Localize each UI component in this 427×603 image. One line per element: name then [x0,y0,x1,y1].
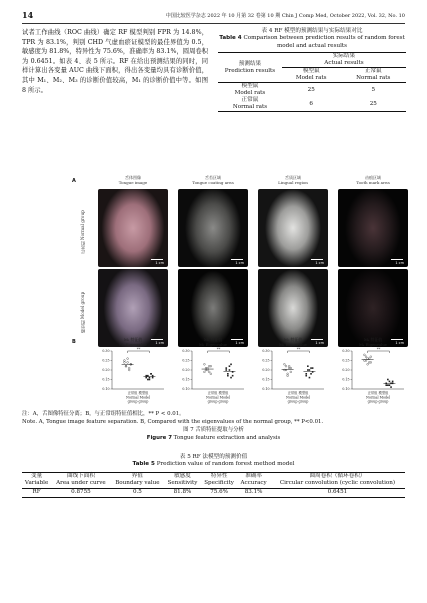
photo-normal-lingual: 1 cm [258,189,328,267]
data-point [288,365,290,367]
table4-row-normal-cn: 正常鼠 [241,97,259,104]
page-number: 14 [22,10,34,20]
running-header [22,10,405,22]
data-point [310,367,312,369]
photo-normal-coating: 1 cm [178,189,248,267]
x-axis-label: Normal Model [285,395,311,400]
y-tick-label: 0.10 [102,387,110,392]
data-point [390,386,392,388]
plot-title-cn: M₃ 特征值 [283,337,303,342]
table4-cell: 25 [369,100,377,107]
data-point [124,360,126,362]
significance-mark: ** [136,347,141,352]
data-point [370,356,372,358]
significance-mark: ** [376,347,381,352]
photo-model-lingual: 1 cm [258,269,328,347]
table5-cell: 0.6451 [327,489,348,496]
table4-col-normal-cn: 正常鼠 [364,68,382,75]
significance-mark: ** [296,347,301,352]
x-axis-label: 正常组 模型组 [207,391,229,395]
figure7-title-cn: 图 7 舌质特征提取与分析 [183,427,244,433]
y-tick-label: 0.25 [182,358,190,363]
plot-title-cn: M₄ 特征值 [363,337,383,342]
plot-title-en: M₃ Eigenvalue [278,342,308,347]
data-point [309,369,311,371]
data-point [127,358,129,360]
table-row [22,488,405,497]
data-point [204,363,206,365]
data-point [387,379,389,381]
y-tick-label: 0.25 [102,358,110,363]
table4-actual-en: Actual results [324,60,364,67]
figure7-note-en: Note. A, Tongue image feature separation. B, Compared with the eigenvalues of the normal group, ** P<0.01. [22,419,324,425]
table5-title-cn: 表 5 RF 法模型的预测价值 [179,454,248,460]
data-point [229,369,231,371]
y-tick-label: 0.30 [182,349,190,354]
photo-model-tooth-mark: 1 cm [338,269,408,347]
table4-corner-en: Prediction results [224,67,276,74]
header-rule [22,23,405,24]
data-point [285,365,287,367]
data-point [230,377,232,379]
data-point [387,384,389,386]
x-axis-label: 正常组 模型组 [367,391,389,395]
table5-header: 圆周卷积（循环卷积） Circular convolution (cyclic convolution) [270,472,405,488]
x-axis-label: group group [367,399,389,404]
table4-cell: 25 [307,86,315,93]
table4-cell: 5 [371,86,376,93]
photo-normal-tongue: 1 cm [98,189,168,267]
col-header-tongue-image: 舌体图像 Tongue image [118,175,148,185]
data-point [309,377,311,379]
data-point [149,379,151,381]
y-tick-label: 0.25 [262,358,270,363]
table5-label: Table 5 [132,461,155,468]
table4-title-cn: 表 4 RF 模型的预测结果与实际结果对比 [261,28,363,34]
data-point [149,377,151,379]
plot-title-en: M₂ Eigenvalue [198,342,228,347]
y-tick-label: 0.20 [182,368,190,373]
table5-header: 变量 Variable [22,472,51,488]
table4-col-model-en: Model rats [295,75,327,82]
panel-b-label: B [72,339,76,345]
table4-row-model-en: Model rats [234,90,266,97]
table4-title-en-text: Comparison between prediction results of random forest model and actual results [243,35,405,49]
data-point [225,369,227,371]
x-axis-label: Normal Model [365,395,391,400]
x-axis-label: group group [287,399,309,404]
data-point [389,381,391,383]
table5-cell: 0.8755 [71,489,91,496]
y-tick-label: 0.25 [342,358,350,363]
data-point [147,379,149,381]
plot-title-cn: M₂ 特征值 [203,337,223,342]
table5-header: 敏感度 Sensitivity [164,472,201,488]
scatter-plots [70,337,410,407]
data-point [364,354,366,356]
data-point [125,365,127,367]
figure7-note-cn: 注：A，舌图像特征分离；B，与正常组特征值相比，** P < 0.01。 [22,411,185,417]
data-point [392,381,394,383]
data-point [229,365,231,367]
data-point [128,367,130,369]
data-point [290,371,292,373]
figure7-label: Figure 7 [146,435,172,441]
data-point [385,384,387,386]
data-point [124,362,126,364]
x-axis-label: 正常组 模型组 [287,391,309,395]
scatter-panel [182,337,244,404]
y-tick-label: 0.10 [262,387,270,392]
data-point [127,362,129,364]
x-axis-label: group group [207,399,229,404]
data-point [210,373,212,375]
data-point [150,373,152,375]
data-point [310,373,312,375]
table5-header: 特异性 Specificity [201,472,238,488]
y-tick-label: 0.15 [182,377,190,382]
table-4 [218,28,406,112]
y-tick-label: 0.10 [342,387,350,392]
table-5 [22,454,405,498]
plot-title-en: M₁ Eigenvalue [118,342,148,347]
data-point [365,356,367,358]
table5-cell: RF [32,489,41,496]
body-paragraph: 试者工作曲线（ROC 曲线）确定 RF 模型判别 FPR 为 14.8%，TPR 为 83.1%，判别 CHD 气虚血瘀证模型的最佳界值为 0.5，敏感度为 81.8%，特异性为 75.6%，准确率为 83.1%，圆周卷积为 0.6451。如表 4、表 5 所示。RF 在给出预测结果的同时，同样计算出各变量 AUC 曲线下面积，得出各变量均具有诊断价值，其中 M₁、M₂、M₃ 的诊断价值较高，M₁ 的诊断价值中等。如图 8 所示。 [22,29,208,94]
data-point [147,375,149,377]
data-point [230,364,232,366]
y-tick-label: 0.30 [102,349,110,354]
data-point [128,369,130,371]
y-tick-label: 0.15 [262,377,270,382]
table4-row-model-cn: 模型鼠 [241,83,259,90]
figure7-title-en-text: Tongue feature extraction and analysis [173,435,281,441]
table5-title-en [22,461,405,468]
data-point [152,377,154,379]
data-point [307,369,309,371]
data-point [284,363,286,365]
photo-row-model [98,269,410,347]
data-point [389,384,391,386]
col-header-tooth-mark: 齿痕区域 Tooth mark area [356,175,390,185]
y-tick-label: 0.10 [182,387,190,392]
y-tick-label: 0.20 [102,368,110,373]
plot-title-cn: M₁ 特征值 [123,337,143,342]
journal-title: 中国比较医学杂志 2022 年 10 月第 32 卷第 10 期 Chin J Comp Med, October 2022, Vol. 32, No. 10 [165,13,405,19]
table4-col-normal-en: Normal rats [356,75,391,82]
table4-row-normal-en: Normal rats [232,104,268,111]
table4-actual-cn: 实际结果 [332,53,356,60]
scatter-panel [342,337,404,404]
data-point [307,365,309,367]
data-point [305,373,307,375]
data-point [312,367,314,369]
table5-cell: 75.6% [210,489,228,496]
y-tick-label: 0.20 [262,368,270,373]
row-label-model: 模型组 Model group [80,291,85,333]
table4-cell: 6 [309,100,313,107]
table5-cell: 0.5 [132,489,142,496]
row-label-normal: 正常组 Normal group [80,210,85,254]
data-point [145,375,147,377]
data-point [152,375,154,377]
y-tick-label: 0.15 [102,377,110,382]
plot-title-en: M₄ Eigenvalue [358,342,388,347]
figure7-caption [22,410,405,442]
photo-model-tongue: 1 cm [98,269,168,347]
table5-header: 界值 Boundary value [111,472,165,488]
table4-corner-cn: 预测结果 [238,60,262,67]
x-axis-label: Normal Model [125,395,151,400]
data-point [227,373,229,375]
x-axis-label: Normal Model [205,395,231,400]
photo-model-coating: 1 cm [178,269,248,347]
data-point [305,375,307,377]
data-point [145,377,147,379]
y-tick-label: 0.15 [342,377,350,382]
table5-cell: 81.8% [173,489,192,496]
scatter-panel [102,337,164,404]
y-tick-label: 0.30 [262,349,270,354]
x-axis-label: group group [127,399,149,404]
data-point [287,375,289,377]
data-point [225,367,227,369]
table4-title-en [218,35,406,50]
figure-7 [70,175,410,408]
data-point [287,373,289,375]
data-point [208,371,210,373]
y-tick-label: 0.30 [342,349,350,354]
panel-a-label: A [72,178,76,184]
figure7-title-en [22,434,405,442]
y-tick-label: 0.20 [342,368,350,373]
data-point [367,363,369,365]
table5-cell: 83.1% [244,489,263,496]
scatter-panel [262,337,324,404]
data-point [204,371,206,373]
significance-mark: ** [216,347,221,352]
table5-title-en-text: Prediction value of random forest method model [156,461,295,468]
x-axis-label: 正常组 模型组 [127,391,149,395]
table4-col-model-cn: 模型鼠 [302,68,320,75]
col-header-coating: 舌苔区域 Tongue coating area [192,175,234,185]
col-header-lingual: 舌质区域 Lingual region [278,175,308,185]
table5-header: 曲线下面积 Area under curve [51,472,110,488]
data-point [227,375,229,377]
photo-normal-tooth-mark: 1 cm [338,189,408,267]
data-point [232,375,234,377]
table5-header: 准确率 Accuracy [237,472,270,488]
photo-row-normal [98,189,410,267]
table4-label: Table 4 [219,35,242,42]
